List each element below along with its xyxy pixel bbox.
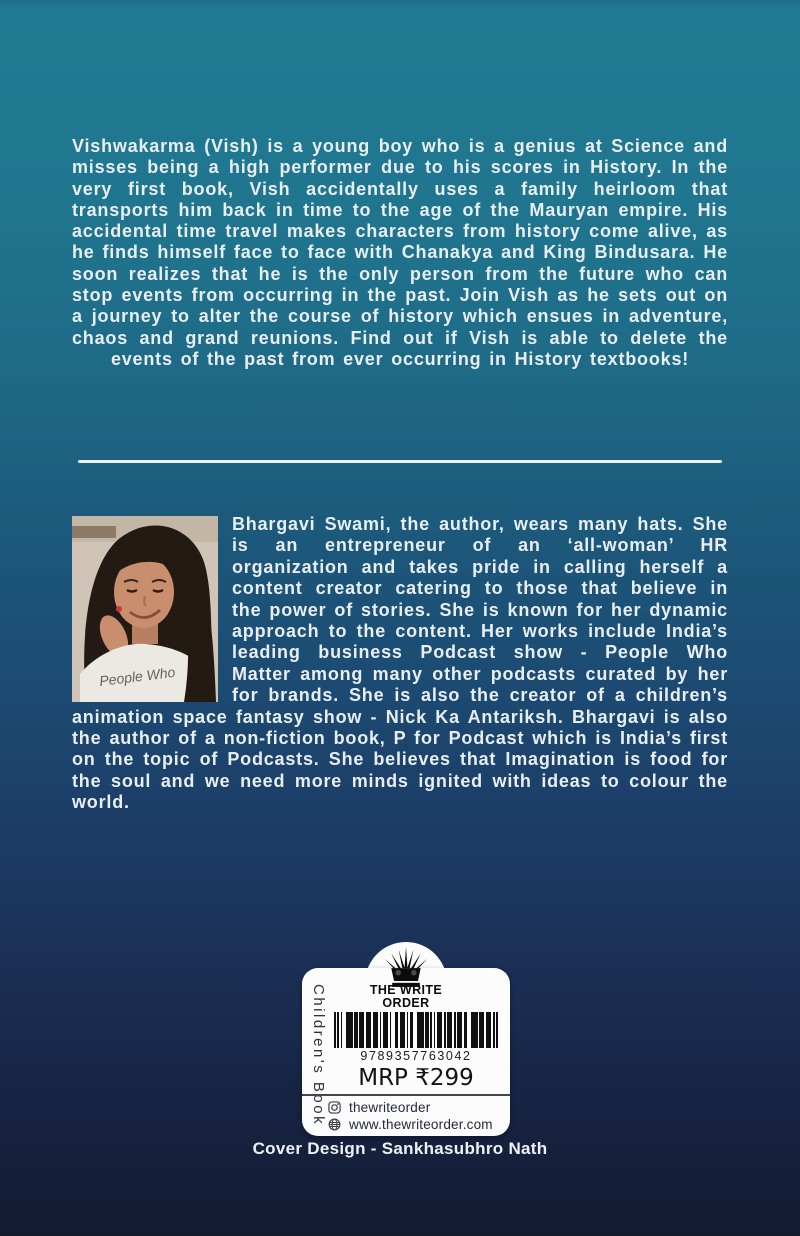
cover-design-credit: Cover Design - Sankhasubhro Nath xyxy=(252,1139,548,1158)
globe-icon xyxy=(328,1118,341,1131)
author-photo-illustration xyxy=(72,516,218,702)
author-bio-body: the author, wears many hats. She is an entrepreneur of an ‘all-woman’ HR organization and takes pride in calling herself a content creator catering to those that believe in the power of stories. She is known for her dynamic approach to the content. Her works include India’s leading business Podcast show - People Who Matter among many other podcasts curated by her for brands. She is also the creator of a children’s animation space fantasy show - Nick Ka Antariksh. Bhargavi is also the author of a non-fiction book, P for Podcast which is India’s first on the topic of Podcasts. She believes that Imagination is food for the soul and we need more minds ignited with ideas to colour the world. xyxy=(72,514,728,813)
publisher-price-label xyxy=(302,942,510,1136)
author-name: Bhargavi Swami, xyxy=(232,514,392,534)
author-photo xyxy=(72,516,218,702)
publisher-line1: THE WRITE xyxy=(369,983,443,997)
barcode-number: 9789357763042 xyxy=(360,1049,472,1063)
price-text: MRP ₹299 xyxy=(358,1065,474,1091)
website-url: www.thewriteorder.com xyxy=(349,1116,493,1132)
barcode-block xyxy=(334,1012,498,1091)
website-row xyxy=(328,1116,493,1132)
author-bio-section xyxy=(72,514,728,814)
instagram-row xyxy=(328,1099,493,1115)
instagram-handle: thewriteorder xyxy=(349,1099,431,1115)
publisher-line2: ORDER xyxy=(382,995,430,1010)
label-body xyxy=(302,968,510,1136)
social-links xyxy=(328,1099,493,1133)
shirt-script-text: People Who xyxy=(98,663,177,689)
publisher-name xyxy=(302,984,510,1009)
book-category-label: Children's Book xyxy=(310,984,327,1127)
synopsis-text: Vishwakarma (Vish) is a young boy who is a genius at Science and misses being a high performer due to his scores in History. In the very first book, Vish accidentally uses a family heirloom that transports him back in time to the age of the Mauryan empire. His accidental time travel makes characters from history come alive, as he finds himself face to face with Chanakya and King Bindusara. He soon realizes that he is the only person from the future who can stop events from occurring in the past. Join Vish as he sets out on a journey to alter the course of history which ensues in adventure, chaos and grand reunions. Find out if Vish is able to delete the events of the past from ever occurring in History textbooks! xyxy=(72,136,728,369)
instagram-icon xyxy=(328,1101,341,1114)
barcode-bars xyxy=(334,1012,498,1048)
section-divider xyxy=(78,460,722,463)
label-divider xyxy=(302,1094,510,1096)
